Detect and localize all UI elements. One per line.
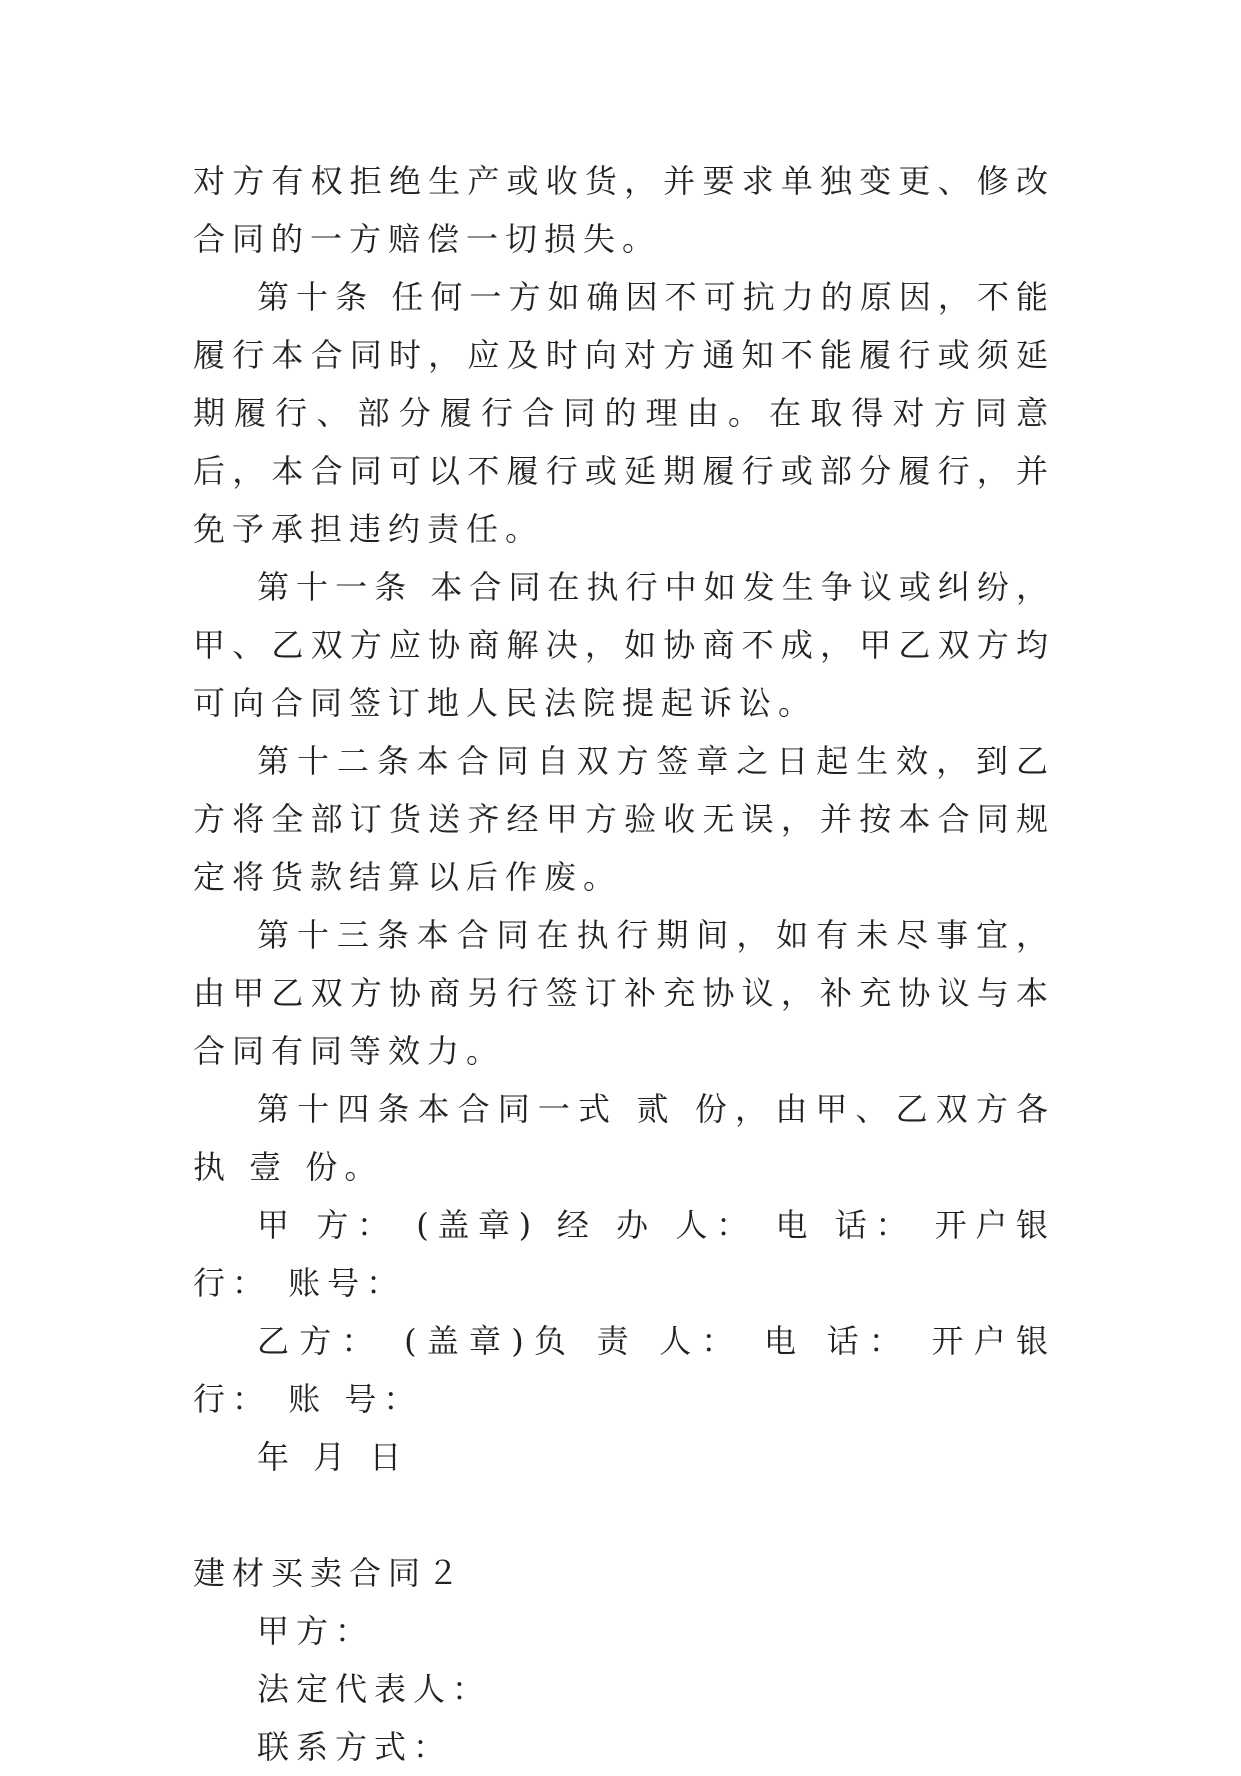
paragraph-date: 年 月 日 bbox=[257, 1438, 409, 1476]
section-title: 建材买卖合同２ bbox=[193, 1554, 467, 1592]
field-contact: 联系方式： bbox=[257, 1728, 453, 1766]
paragraph-party-b-signature: 乙方： (盖章)负 责 人： 电 话： 开户银行： 账 号： bbox=[193, 1322, 1055, 1418]
field-legal-representative: 法定代表人： bbox=[257, 1670, 492, 1708]
field-party-a: 甲方： bbox=[257, 1612, 375, 1650]
section-spacer bbox=[193, 1486, 1055, 1544]
paragraph-article-10: 第十条 任何一方如确因不可抗力的原因，不能履行本合同时，应及时向对方通知不能履行或须延期履行、部分履行合同的理由。在取得对方同意后，本合同可以不履行或延期履行或部分履行，并免予承担违约责任。 bbox=[193, 278, 1055, 548]
paragraph-party-a-signature: 甲 方： (盖章) 经 办 人： 电 话： 开户银行： 账号： bbox=[193, 1206, 1055, 1302]
paragraph-compensation: 对方有权拒绝生产或收货，并要求单独变更、修改合同的一方赔偿一切损失。 bbox=[193, 162, 1055, 258]
paragraph-article-12: 第十二条本合同自双方签章之日起生效，到乙方将全部订货送齐经甲方验收无误，并按本合同规定将货款结算以后作废。 bbox=[193, 742, 1055, 896]
paragraph-article-14: 第十四条本合同一式 贰 份，由甲、乙双方各执 壹 份。 bbox=[193, 1090, 1055, 1186]
document-body bbox=[193, 152, 1055, 1776]
paragraph-article-11: 第十一条 本合同在执行中如发生争议或纠纷，甲、乙双方应协商解决，如协商不成，甲乙双方均可向合同签订地人民法院提起诉讼。 bbox=[193, 568, 1055, 722]
paragraph-article-13: 第十三条本合同在执行期间，如有未尽事宜，由甲乙双方协商另行签订补充协议，补充协议与本合同有同等效力。 bbox=[193, 916, 1055, 1070]
